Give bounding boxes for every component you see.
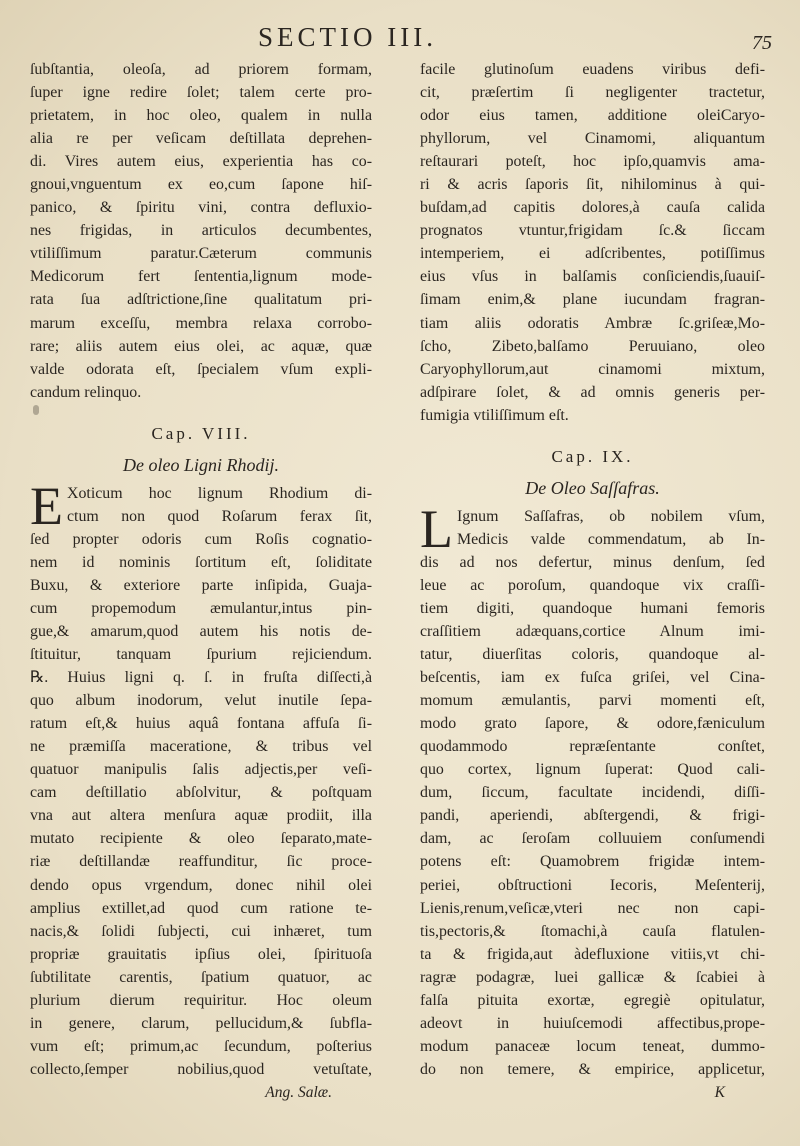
text-line: quo album inodorum, velut inutile ſepa-: [30, 692, 372, 710]
text-line: cam deſtillatio abſolvitur, & poſtquam: [30, 784, 372, 802]
text-line: facile glutinoſum euadens viribus defi-: [420, 61, 765, 78]
left-column: [30, 58, 372, 1104]
drop-cap: E: [30, 475, 63, 536]
text-line: potens eſt: Quamobrem frigidæ intem-: [420, 853, 765, 871]
text-line: ſubtilitate carentis, ſpatium quatuor, ac: [30, 968, 372, 986]
text-line: rare; aliis autem eius olei, ac aquæ, quæ: [30, 337, 372, 355]
text-line: gnoui,vnguentum ex eo,cum ſapone hiſ-: [30, 176, 372, 194]
catchword: K: [714, 1083, 725, 1101]
text-line: ſimam enim,& plane iucundam fragran-: [420, 291, 765, 309]
text-line: pandi, aperiendi, abſtergendi, & frigi-: [420, 807, 765, 825]
text-line: ctum non quod Roſarum ferax ſit,: [67, 507, 372, 525]
text-line: quo cortex, lignum ſuperat: Quod cali-: [420, 761, 765, 779]
page-header: [0, 14, 800, 54]
text-line: in genere, clarum, pellucidum,& ſubfla-: [30, 1014, 372, 1032]
text-line: intemperiem, ei adſcribentes, potiſſimus: [420, 245, 765, 263]
text-line: fumigia vtiliſſimum eſt.: [420, 406, 569, 424]
text-line: nes frigidas, in articulos decumbentes,: [30, 222, 372, 240]
chapter-heading: Cap. IX.: [551, 446, 634, 466]
text-line: Xoticum hoc lignum Rhodium di-: [67, 484, 372, 502]
text-line: ℞. Huius ligni q. ſ. in fruſta diſſecti,à: [30, 669, 372, 687]
text-line: adſpirare ſolet, & ad omnis generis per-: [420, 383, 765, 401]
text-line: amplius extillet,ad quod cum ratione te-: [30, 899, 372, 917]
text-line: nem id nominis ſortitum eſt, ſoliditate: [30, 553, 372, 571]
text-line: ta & frigida,aut àdefluxione vitiis,vt chi-: [420, 945, 765, 963]
text-line: dam, ac ſeroſam colluuiem conſumendi: [420, 830, 765, 848]
text-line: dum, ſiccum, facultate incidendi, diſſi-: [420, 784, 765, 802]
text-line: marum exceſſu, membra relaxa corrobo-: [30, 314, 372, 332]
text-line: ſed propter odoris cum Roſis cognatio-: [30, 530, 372, 548]
text-line: propriæ grauitatis ipſius olei, ſpirituoſa: [30, 945, 372, 963]
text-line: quodammodo repræſentante conſtet,: [420, 738, 765, 756]
text-line: tis,pectoris,& ſtomachi,à cauſa flatulen-: [420, 922, 765, 940]
text-line: vtiliſſimum paratur.Cæterum communis: [30, 245, 372, 263]
text-line: ragræ podagræ, luei gallicæ & ſcabiei à: [420, 968, 765, 986]
text-line: ſubſtantia, oleoſa, ad priorem formam,: [30, 61, 372, 78]
text-line: dis ad nos defertur, minus denſum, ſed: [420, 553, 765, 571]
text-line: mutato recipiente & oleo ſeparato,mate-: [30, 830, 372, 848]
chapter-opening: [420, 498, 765, 559]
text-line: Caryophyllorum,aut cinamomi mixtum,: [420, 360, 765, 378]
text-line: Lienis,renum,veſicæ,vteri nec non capi-: [420, 899, 765, 917]
text-line: tiam aliis odoratis Ambræ ſc.griſeæ,Mo-: [420, 314, 765, 332]
chapter-title: De Oleo Saſſafras.: [525, 477, 660, 498]
text-line: modo grato ſapore, & odore,fæniculum: [420, 715, 765, 733]
text-line: nacis,& ſolidi ſubjecti, cui inhæret, tum: [30, 922, 372, 940]
text-line: Ignum Saſſafras, ob nobilem vſum,: [457, 507, 765, 525]
text-line: quatuor manipulis ſalis adjectis,per veſi-: [30, 761, 372, 779]
catchword: Ang. Salæ.: [265, 1083, 332, 1101]
text-line: collecto,ſemper nobilius,quod vetuſtate,: [30, 1060, 372, 1078]
text-line: candum relinquo.: [30, 383, 142, 401]
text-line: tatur, diuerſitas coloris, quandoque al-: [420, 646, 765, 664]
text-line: cum propemodum æmulantur,intus pin-: [30, 599, 372, 617]
text-line: alia re per veſicam deſtillata deprehen-: [30, 130, 372, 148]
text-line: cit, præſertim ſi negligenter tractetur,: [420, 84, 765, 102]
text-line: gue,& amarum,quod autem his notis de-: [30, 622, 372, 640]
text-line: riæ deſtillandæ reaffunditur, ſic proce-: [30, 853, 372, 871]
page-number: 75: [752, 32, 772, 54]
text-line: tiem digiti, quandoque humani femoris: [420, 599, 765, 617]
text-line: vna aut altera menſura aquæ prodiit, illa: [30, 807, 372, 825]
text-line: beſcentis, iam ex fuſca griſei, vel Cina-: [420, 669, 765, 687]
text-line: dendo opus vrgendum, donec nihil olei: [30, 876, 372, 894]
text-line: plurium dierum requiritur. Hoc oleum: [30, 991, 372, 1009]
text-line: vum eſt; primum,ac ſecundum, poſterius: [30, 1037, 372, 1055]
text-line: prietatem, in hoc oleo, qualem in nulla: [30, 107, 372, 125]
chapter-opening: [30, 475, 372, 536]
text-line: prognatos vtuntur,frigidam ſc.& ſiccam: [420, 222, 765, 240]
ink-smudge: [33, 405, 39, 415]
text-line: buſdam,ad capitis dolores,à cauſa calida: [420, 199, 765, 217]
text-line: ſtituitur, tanquam ſpurium rejiciendum.: [30, 646, 372, 664]
text-line: adeovt in huiuſcemodi affectibus,prope-: [420, 1014, 765, 1032]
chapter-title: De oleo Ligni Rhodij.: [123, 454, 279, 475]
text-line: momum æmulantis, parvi momenti eſt,: [420, 692, 765, 710]
text-line: falſa pituita exortæ, egregiè opitulatur,: [420, 991, 765, 1009]
chapter-heading: Cap. VIII.: [151, 423, 251, 443]
text-line: valde odorata eſt, ſpecialem vſum expli-: [30, 360, 372, 378]
text-line: do non temere, & empirice, applicetur,: [420, 1060, 765, 1078]
text-line: rata ſua adſtrictione,ſine qualitatum pri-: [30, 291, 372, 309]
drop-cap: L: [420, 498, 453, 559]
running-title: SECTIO III.: [258, 22, 437, 52]
text-line: panico, & ſpiritu vini, contra defluxio-: [30, 199, 372, 217]
text-line: periei, obſtructioni Iecoris, Meſenterij,: [420, 876, 765, 894]
text-line: modum panaceæ locum teneat, dummo-: [420, 1037, 765, 1055]
text-line: leue ac poroſum, quandoque vix craſſi-: [420, 576, 765, 594]
right-column: [420, 58, 765, 1104]
text-line: reſtaurari poteſt, hoc ipſo,quamvis ama-: [420, 153, 765, 171]
text-line: ri & acris ſaporis ſit, nihilominus à qui-: [420, 176, 765, 194]
text-line: odor eius tamen, additione oleiCaryo-: [420, 107, 765, 125]
text-line: craſſitiem adæquans,cortice Alnum imi-: [420, 622, 765, 640]
text-line: ne præmiſſa maceratione, & tribus vel: [30, 738, 372, 756]
text-line: eius vſus in balſamis conſiciendis,ſuauiſ-: [420, 268, 765, 286]
text-line: Medicorum fert ſententia,lignum mode-: [30, 268, 372, 286]
text-line: ſuper igne redire ſolet; talem certe pro-: [30, 84, 372, 102]
text-line: Medicis valde commendatum, ab In-: [457, 530, 765, 548]
text-line: Buxu, & exteriore parte inſipida, Guaja-: [30, 576, 372, 594]
text-line: ratum eſt,& huius aquâ fontana affuſa ſi-: [30, 715, 372, 733]
text-line: di. Vires autem eius, experientia has co-: [30, 153, 372, 171]
text-line: ſcho, Zibeto,balſamo Peruuiano, oleo: [420, 337, 765, 355]
text-line: phyllorum, vel Cinamomi, aliquantum: [420, 130, 765, 148]
